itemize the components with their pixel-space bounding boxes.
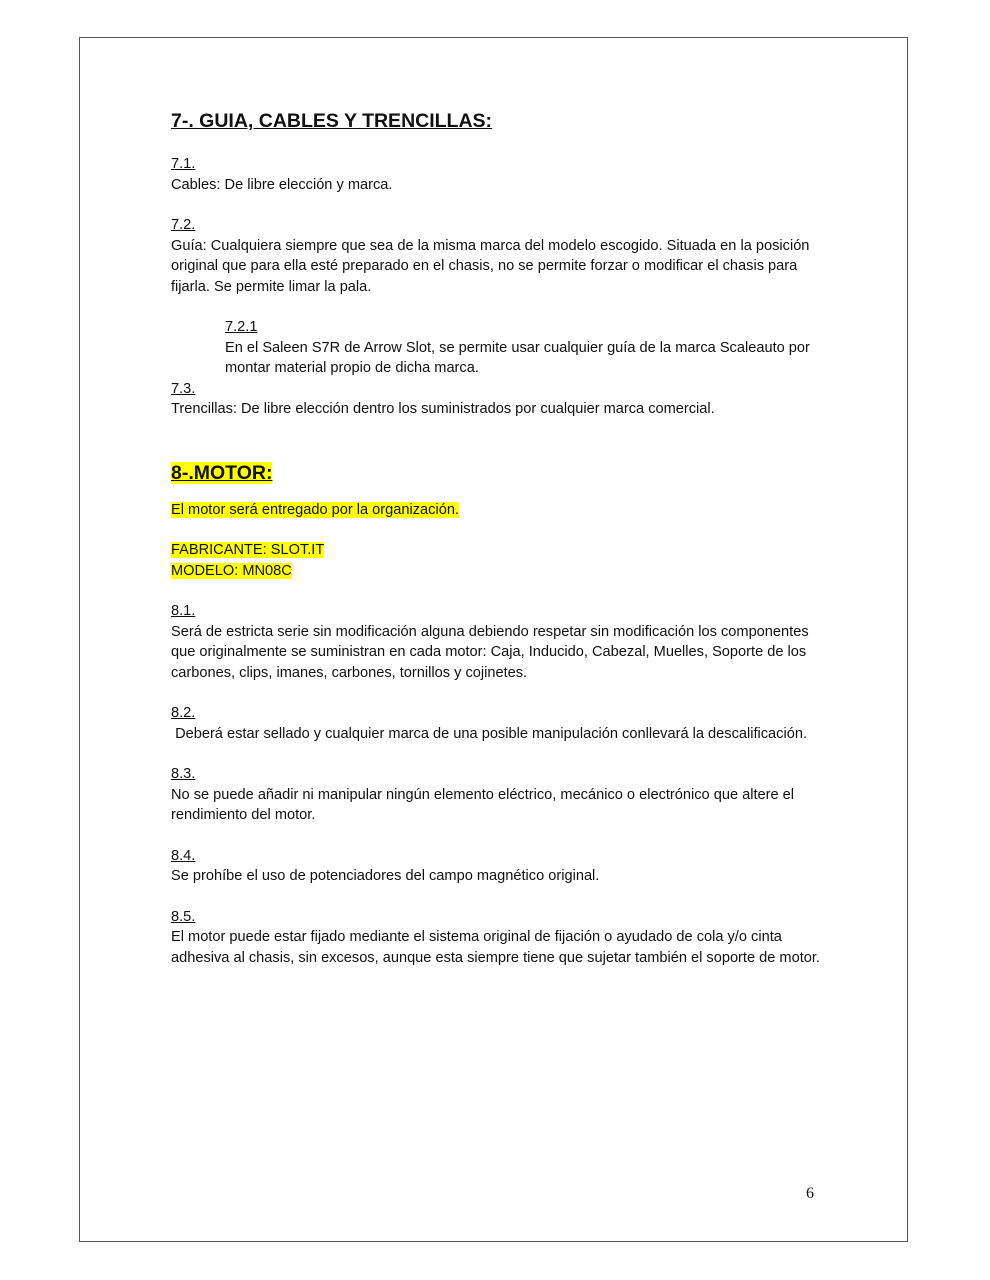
section-7-title: 7-. GUIA, CABLES Y TRENCILLAS: xyxy=(171,110,493,132)
clause-8-5-text: El motor puede estar fijado mediante el sistema original de fijación o ayudado de cola y/o cinta adhesiva al chasis, sin excesos, aunque esta siempre tiene que sujetar también el soporte de motor. xyxy=(171,929,820,966)
clause-8-2-text: Deberá estar sellado y cualquier marca de una posible manipulación conllevará la descalificación. xyxy=(171,725,808,742)
clause-8-4-number: 8.4. xyxy=(171,847,196,864)
clause-8-4-text: Se prohíbe el uso de potenciadores del campo magnético original. xyxy=(171,868,600,884)
clause-7-2-text: Guía: Cualquiera siempre que sea de la misma marca del modelo escogido. Situada en la posición original que para ella esté preparado en el chasis, no se permite forzar o modificar el chasis para fijarla. Se permite limar la pala. xyxy=(171,237,810,295)
clause-8-3-text: No se puede añadir ni manipular ningún elemento eléctrico, mecánico o electrónico que altere el rendimiento del motor. xyxy=(171,786,795,823)
section-8-title: 8-.MOTOR: xyxy=(171,461,273,484)
clause-7-3-number: 7.3. xyxy=(171,380,196,397)
clause-7-3-text: Trencillas: De libre elección dentro los suministrados por cualquier marca comercial. xyxy=(171,401,715,417)
motor-model: MODELO: MN08C xyxy=(171,562,292,579)
clause-7-2-1 xyxy=(171,317,831,379)
motor-manufacturer: FABRICANTE: SLOT.IT xyxy=(171,542,325,558)
clause-8-2-number: 8.2. xyxy=(171,705,196,721)
clause-8-3-number: 8.3. xyxy=(171,766,196,782)
clause-7-2-1-number: 7.2.1 xyxy=(225,319,258,335)
document-body xyxy=(171,108,831,968)
clause-8-1-text: Será de estricta serie sin modificación alguna debiendo respetar sin modificación los componentes que originalmente se suministran en cada motor: Caja, Inducido, Cabezal, Muelles, Soporte de los carbones, clips, imanes, carbones, tornillos y cojinetes. xyxy=(171,623,809,681)
clause-8-1-number: 8.1. xyxy=(171,603,196,619)
motor-intro: El motor será entregado por la organización. xyxy=(171,501,459,518)
page-number: 6 xyxy=(806,1185,814,1202)
clause-7-2-1-text: En el Saleen S7R de Arrow Slot, se permite usar cualquier guía de la marca Scaleauto por montar material propio de dicha marca. xyxy=(225,339,810,376)
clause-8-5-number: 8.5. xyxy=(171,908,196,925)
clause-7-1-text: Cables: De libre elección y marca. xyxy=(171,176,393,193)
clause-7-2-number: 7.2. xyxy=(171,217,196,233)
clause-7-1-number: 7.1. xyxy=(171,156,196,172)
